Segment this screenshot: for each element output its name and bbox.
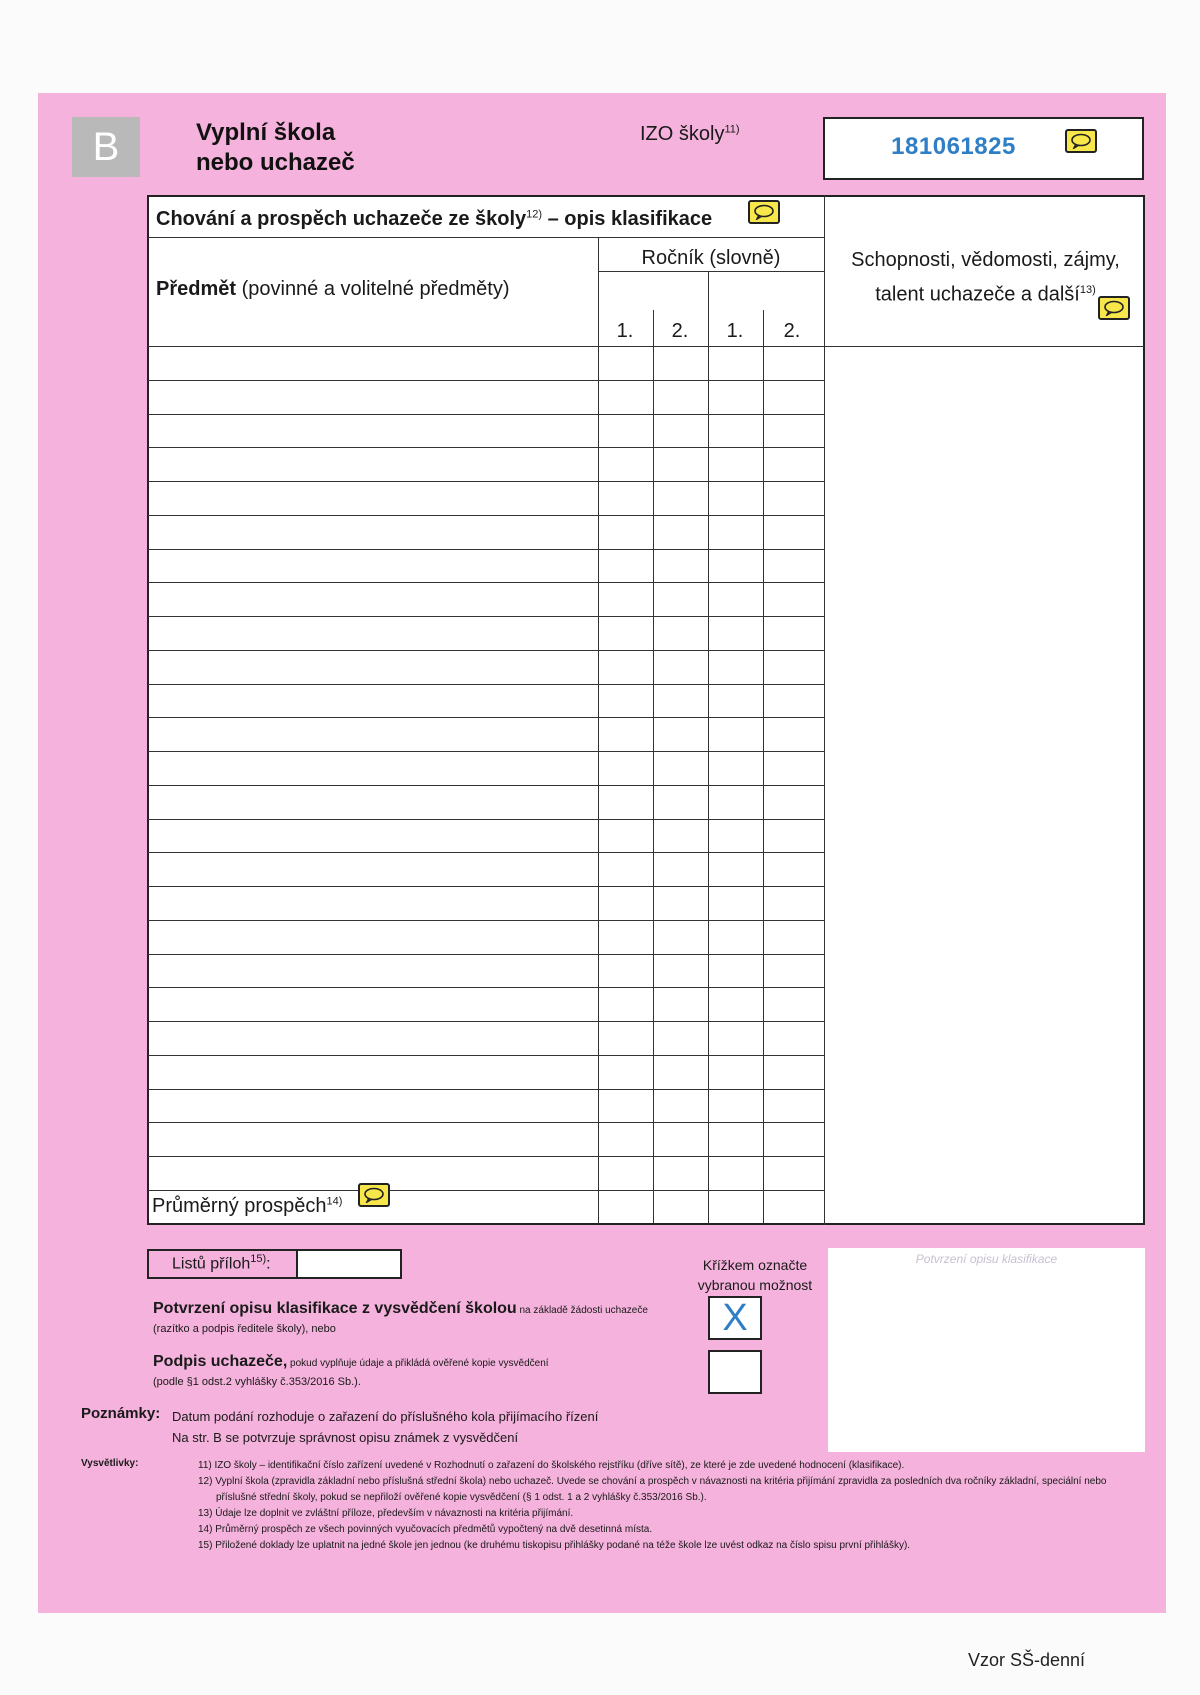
explanation-item: 14) Průměrný prospěch ze všech povinných vyučovacích předmětů vypočtený na dvě desetinná místa. — [198, 1524, 653, 1535]
comment-icon[interactable] — [748, 200, 780, 224]
column-line — [598, 237, 599, 1223]
row-line — [148, 650, 824, 651]
skills-divider — [824, 346, 1144, 347]
row-line — [148, 1021, 824, 1022]
option-school-confirmation: Potvrzení opisu klasifikace z vysvědčení školou na základě žádosti uchazeče — [153, 1300, 648, 1317]
izo-field[interactable] — [823, 117, 1144, 180]
column-header: 2. — [783, 320, 801, 342]
izo-label: IZO školy$^{11)}$ — [640, 123, 740, 145]
row-line — [148, 987, 824, 988]
column-line — [763, 310, 764, 1223]
explanations-list — [198, 1458, 1128, 1554]
row-line — [148, 1190, 824, 1191]
row-line — [148, 1055, 824, 1056]
row-line — [148, 1156, 824, 1157]
row-line — [148, 582, 824, 583]
header-divider — [148, 237, 824, 238]
explanations-label: Vysvětlivky: — [81, 1458, 139, 1469]
row-line — [148, 1122, 824, 1123]
confirmation-stamp-area[interactable] — [828, 1248, 1145, 1452]
year-header: Ročník (slovně) — [641, 247, 781, 269]
option-applicant-signature: Podpis uchazeče, pokud vyplňuje údaje a přikládá ověřené kopie vysvědčení — [153, 1353, 549, 1370]
column-line — [824, 195, 825, 1225]
row-line — [148, 954, 824, 955]
column-header: 1. — [616, 320, 634, 342]
average-grade-label: Průměrný prospěch$^{14)}$ — [152, 1195, 343, 1217]
notes-text: Datum podání rozhoduje o zařazení do příslušného kola přijímacího řízení Na str. B se potvrzuje správnost opisu známek z vysvědčení — [172, 1409, 599, 1445]
row-line — [148, 852, 824, 853]
row-line — [148, 785, 824, 786]
attachments-field[interactable] — [296, 1251, 400, 1277]
row-line — [148, 1089, 824, 1090]
confirmation-label: Potvrzení opisu klasifikace — [915, 1252, 1058, 1266]
row-line — [148, 616, 824, 617]
school-confirmation-checkbox[interactable]: X — [708, 1296, 762, 1340]
izo-value: 181061825 — [891, 133, 1016, 160]
column-header: 2. — [671, 320, 689, 342]
row-line — [148, 819, 824, 820]
comment-icon[interactable] — [1098, 296, 1130, 320]
row-line — [148, 346, 824, 347]
option-applicant-note: (podle §1 odst.2 vyhlášky č.353/2016 Sb.). — [153, 1376, 361, 1388]
row-line — [148, 886, 824, 887]
row-line — [148, 920, 824, 921]
row-line — [148, 717, 824, 718]
year-divider — [598, 271, 824, 272]
skills-header: Schopnosti, vědomosti, zájmy, talent uchazeče a další$^{13)}$ — [851, 249, 1120, 306]
fill-title: Vyplní škola nebo uchazeč — [196, 119, 355, 176]
row-line — [148, 447, 824, 448]
column-line — [708, 271, 709, 1223]
applicant-signature-checkbox[interactable] — [708, 1350, 762, 1394]
grades-table — [147, 195, 1145, 1225]
row-line — [148, 380, 824, 381]
mark-hint: Křížkem označte vybranou možnost — [697, 1257, 813, 1293]
comment-icon[interactable] — [358, 1183, 390, 1207]
row-line — [148, 414, 824, 415]
explanation-item: 12) Vyplní škola (zpravidla základní nebo příslušná střední škola) nebo uchazeč. Uvede se chování a prospěch v návaznosti na kritéria přijímání zpravidla za posledních dva ročníky základní, speciální nebo příslušné střední školy, pokud se nepřiloží ověřené kopie vysvědčení (§ 1 odst. 1 a 2 vyhlášky č.353/2016 Sb.). — [198, 1476, 1107, 1503]
notes-label: Poznámky: — [81, 1405, 161, 1422]
column-header: 1. — [726, 320, 744, 342]
row-line — [148, 549, 824, 550]
section-letter: B — [72, 117, 140, 177]
comment-icon[interactable] — [1065, 129, 1097, 153]
row-line — [148, 751, 824, 752]
table-title: Chování a prospěch uchazeče ze školy$^{12)}$ – opis klasifikace — [156, 208, 713, 230]
explanation-item: 13) Údaje lze doplnit ve zvláštní příloze, především v návaznosti na kritéria přijímání. — [198, 1508, 574, 1519]
option-school-note: (razítko a podpis ředitele školy), nebo — [153, 1323, 336, 1335]
explanation-item: 11) IZO školy – identifikační číslo zařízení uvedené v Rozhodnutí o zařazení do školského rejstříku (dříve sítě), ze které je zde uvedené hodnocení (klasifikace). — [198, 1460, 905, 1471]
row-line — [148, 515, 824, 516]
explanation-item: 15) Přiložené doklady lze uplatnit na jedné škole jen jednou (ke druhému tiskopisu přihlášky podané na téže škole lze uvést odkaz na číslo spisu první přihlášky). — [198, 1540, 911, 1551]
form-template-label: Vzor SŠ-denní — [968, 1650, 1086, 1670]
column-line — [653, 310, 654, 1223]
subject-header: Předmět (povinné a volitelné předměty) — [156, 278, 510, 300]
attachments-label: Listů příloh$^{15)}$: — [172, 1253, 271, 1273]
row-line — [148, 481, 824, 482]
row-line — [148, 684, 824, 685]
